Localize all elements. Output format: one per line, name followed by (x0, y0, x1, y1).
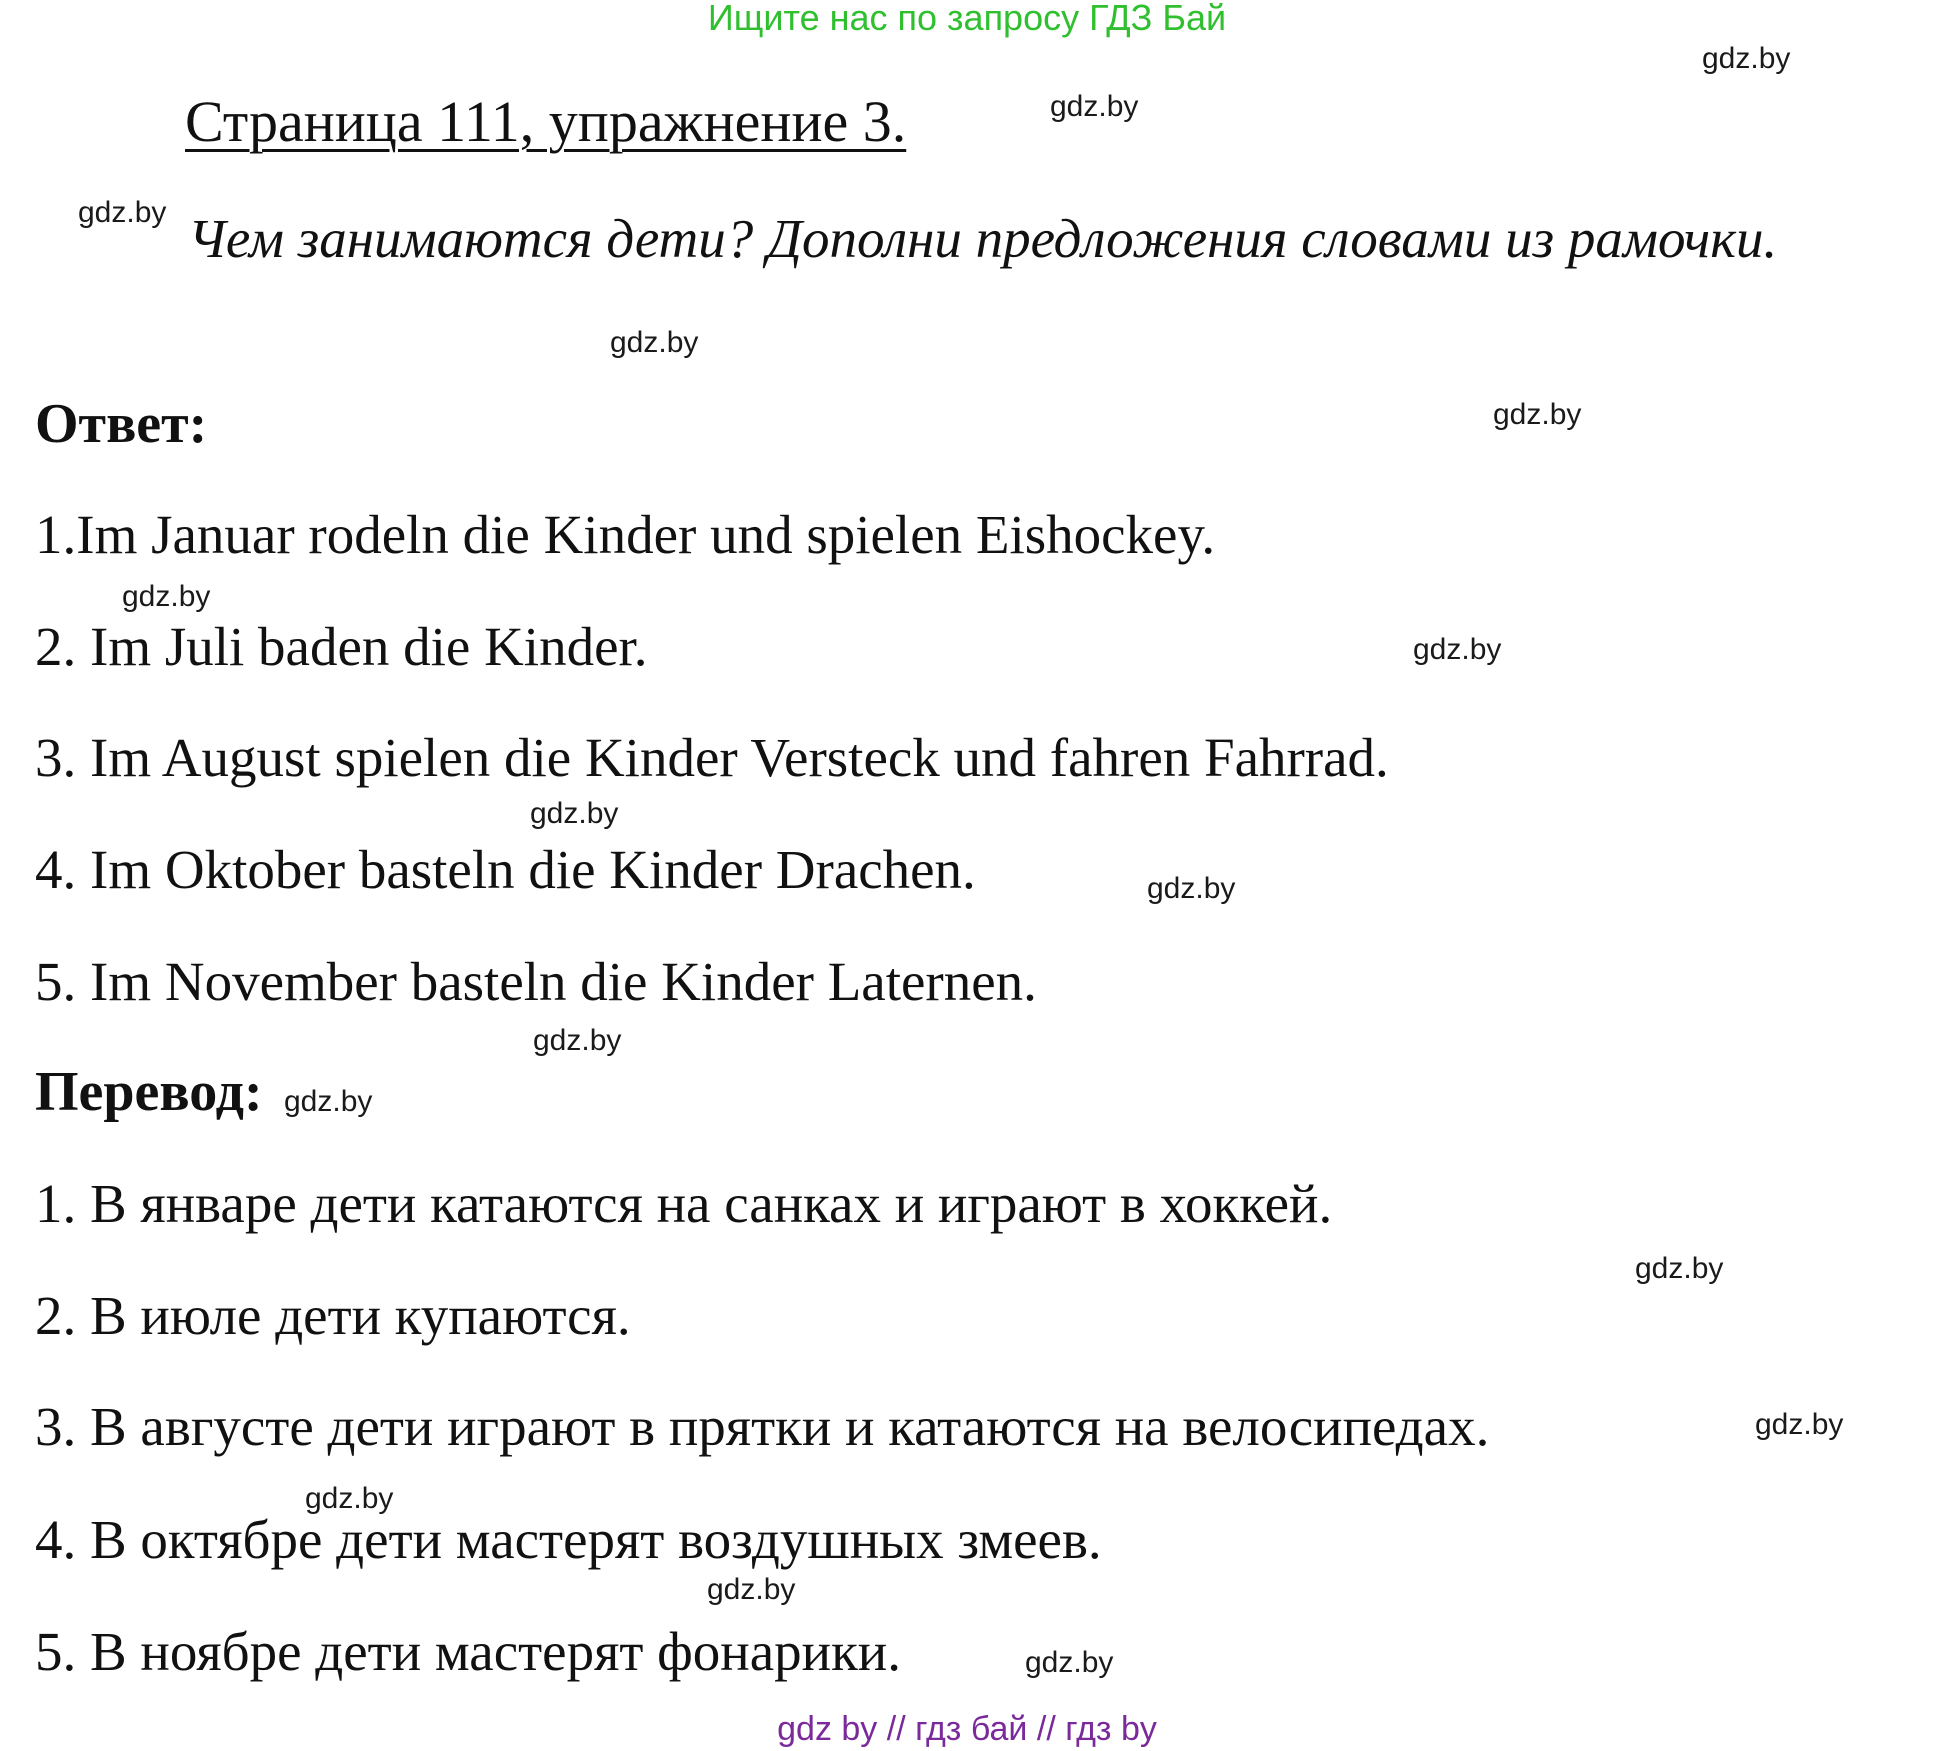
translation-line-2: 2. В июле дети купаются. (35, 1285, 631, 1346)
watermark: gdz.by (122, 580, 211, 613)
watermark: gdz.by (533, 1024, 622, 1057)
watermark: gdz.by (530, 797, 619, 830)
watermark: gdz.by (707, 1573, 796, 1606)
watermark: gdz.by (1755, 1408, 1844, 1441)
footer-links: gdz by // гдз бай // гдз by (777, 1710, 1157, 1748)
answer-line-1: 1.Im Januar rodeln die Kinder und spielen Eishockey. (35, 504, 1216, 565)
watermark: gdz.by (78, 196, 167, 229)
translation-line-3: 3. В августе дети играют в прятки и катаются на велосипедах. (35, 1396, 1490, 1457)
task-text: Чем занимаются дети? Дополни предложения словами из рамочки. (188, 208, 1778, 269)
page-title: Страница 111, упражнение 3. (185, 89, 907, 154)
watermark: gdz.by (1025, 1646, 1114, 1679)
watermark: gdz.by (1147, 872, 1236, 905)
watermark: gdz.by (284, 1085, 373, 1118)
answer-line-3: 3. Im August spielen die Kinder Versteck und fahren Fahrrad. (35, 727, 1389, 788)
watermark: gdz.by (305, 1482, 394, 1515)
watermark: gdz.by (1050, 90, 1139, 123)
search-banner: Ищите нас по запросу ГДЗ Бай (707, 0, 1227, 38)
watermark: gdz.by (1413, 633, 1502, 666)
translation-line-5: 5. В ноябре дети мастерят фонарики. (35, 1621, 901, 1682)
translation-heading: Перевод: (35, 1061, 263, 1123)
watermark: gdz.by (1493, 398, 1582, 431)
watermark: gdz.by (1635, 1252, 1724, 1285)
watermark: gdz.by (610, 326, 699, 359)
answer-line-2: 2. Im Juli baden die Kinder. (35, 616, 648, 677)
translation-line-1: 1. В январе дети катаются на санках и играют в хоккей. (35, 1173, 1333, 1234)
watermark: gdz.by (1702, 42, 1791, 75)
answer-heading: Ответ: (35, 393, 208, 455)
translation-line-4: 4. В октябре дети мастерят воздушных змеев. (35, 1509, 1102, 1570)
answer-line-4: 4. Im Oktober basteln die Kinder Drachen. (35, 839, 976, 900)
answer-line-5: 5. Im November basteln die Kinder Laternen. (35, 951, 1037, 1012)
